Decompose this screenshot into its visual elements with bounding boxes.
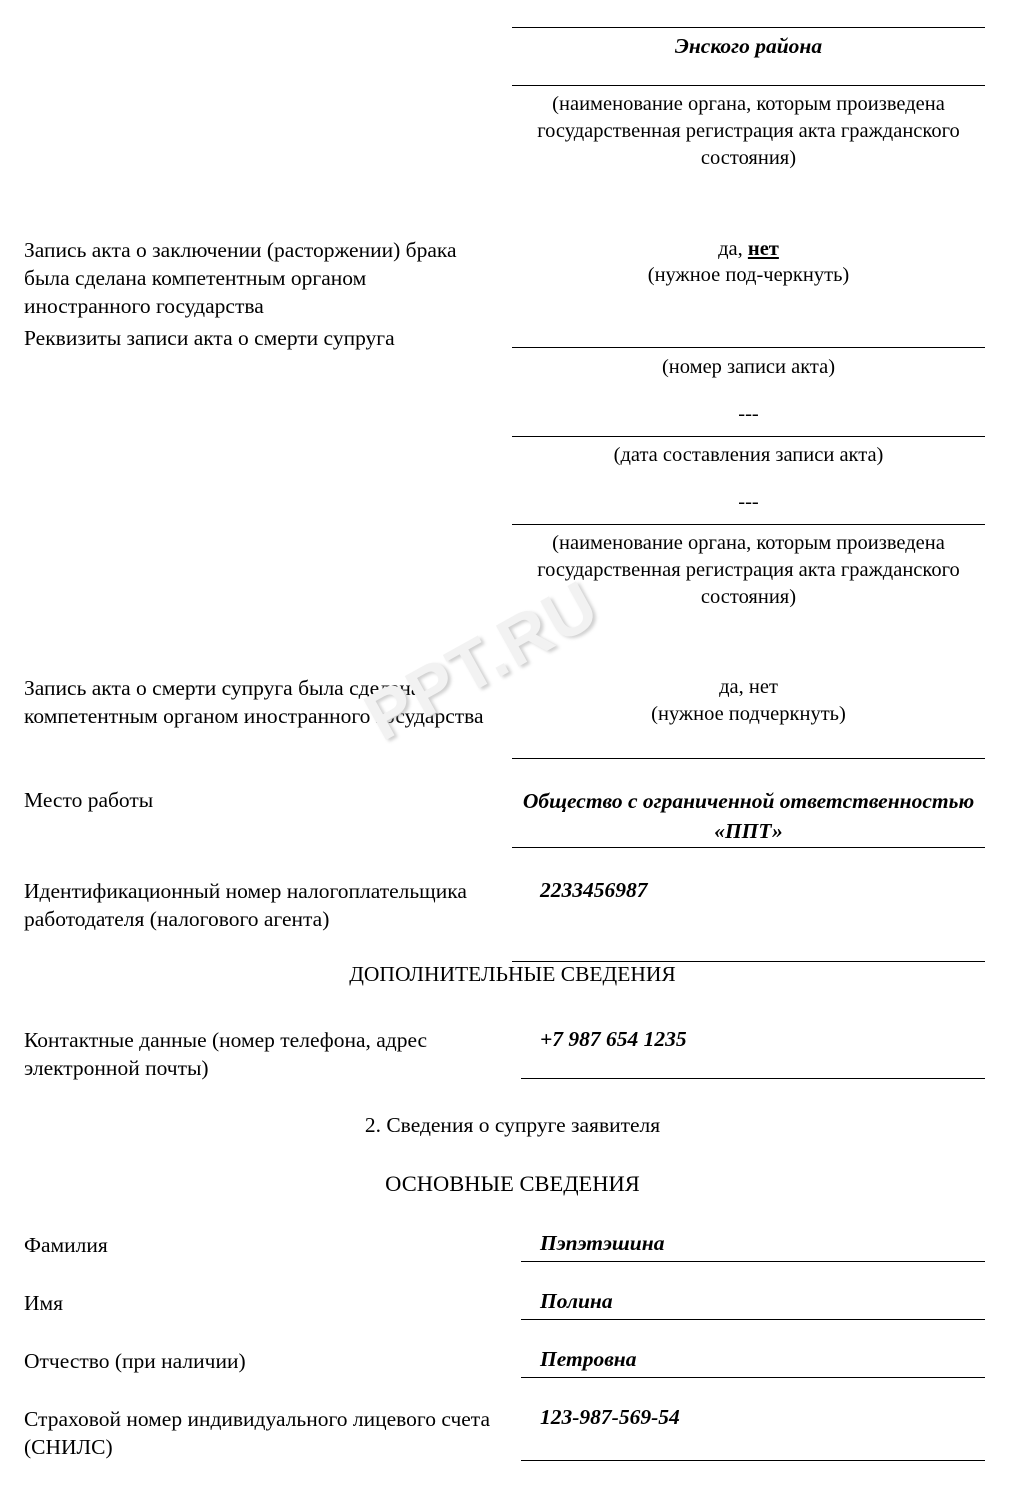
field-surname-value: Пэпэтэшина xyxy=(540,1231,665,1255)
act-number-caption: (номер записи акта) xyxy=(661,356,836,378)
death-record-foreign-answer: да, нет xyxy=(719,676,778,698)
workplace-value: Общество с ограниченной ответственностью «ППТ» xyxy=(522,789,975,843)
section-two-title: 2. Сведения о супруге заявителя xyxy=(364,1113,661,1137)
field-name-line xyxy=(521,1319,985,1320)
authority-caption: (наименование органа, которым произведена государственная регистрация акта гражданского состояния) xyxy=(537,93,960,169)
act-date-value: --- xyxy=(738,403,759,425)
field-name-value: Полина xyxy=(540,1289,613,1313)
marriage-record-hint: (нужное под-черкнуть) xyxy=(647,264,850,286)
contacts-value: +7 987 654 1235 xyxy=(540,1027,687,1051)
authority-line-top xyxy=(512,27,985,28)
workplace-line xyxy=(512,847,985,848)
act-date-caption: (дата составления записи акта) xyxy=(613,444,884,466)
field-snils-value: 123-987-569-54 xyxy=(540,1405,680,1429)
field-surname-label: Фамилия xyxy=(24,1233,108,1257)
death-authority-value: --- xyxy=(738,491,759,513)
additional-heading: ДОПОЛНИТЕЛЬНЫЕ СВЕДЕНИЯ xyxy=(349,962,676,986)
taxpayer-label: Идентификационный номер налогоплательщика работодателя (налогового агента) xyxy=(24,879,467,931)
contacts-line xyxy=(521,1078,985,1079)
field-patronymic-value: Петровна xyxy=(540,1347,637,1371)
death-authority-caption: (наименование органа, которым произведена государственная регистрация акта гражданского состояния) xyxy=(537,532,960,608)
death-record-foreign-label: Запись акта о смерти супруга была сделана компетентным органом иностранного государства xyxy=(24,676,484,728)
marriage-record-answer xyxy=(512,236,985,263)
act-number-line xyxy=(512,347,985,348)
marriage-answer-yes: да, xyxy=(718,238,743,260)
marriage-record-label: Запись акта о заключении (расторжении) брака была сделана компетентным органом иностранного государства xyxy=(24,238,457,318)
watermark-text: PPT.RU xyxy=(352,565,612,756)
section-two-main-heading: ОСНОВНЫЕ СВЕДЕНИЯ xyxy=(385,1171,640,1196)
contacts-label: Контактные данные (номер телефона, адрес электронной почты) xyxy=(24,1028,428,1080)
authority-line-bottom xyxy=(512,85,985,86)
death-record-foreign-line xyxy=(512,758,985,759)
death-record-foreign-hint: (нужное подчеркнуть) xyxy=(651,703,846,725)
field-surname-line xyxy=(521,1261,985,1262)
field-patronymic-line xyxy=(521,1377,985,1378)
marriage-answer-no: нет xyxy=(747,238,779,260)
death-record-details-label: Реквизиты записи акта о смерти супруга xyxy=(24,326,395,350)
act-date-line xyxy=(512,436,985,437)
field-name-label: Имя xyxy=(24,1291,64,1315)
act-number-value xyxy=(512,318,985,340)
authority-value-text: Энского района xyxy=(674,34,823,58)
authority-value xyxy=(512,32,985,60)
taxpayer-value: 2233456987 xyxy=(540,878,648,902)
field-snils-line xyxy=(521,1460,985,1461)
field-patronymic-label: Отчество (при наличии) xyxy=(24,1349,246,1373)
workplace-label: Место работы xyxy=(24,788,154,812)
death-authority-line xyxy=(512,524,985,525)
field-snils-label: Страховой номер индивидуального лицевого счета (СНИЛС) xyxy=(24,1407,491,1459)
